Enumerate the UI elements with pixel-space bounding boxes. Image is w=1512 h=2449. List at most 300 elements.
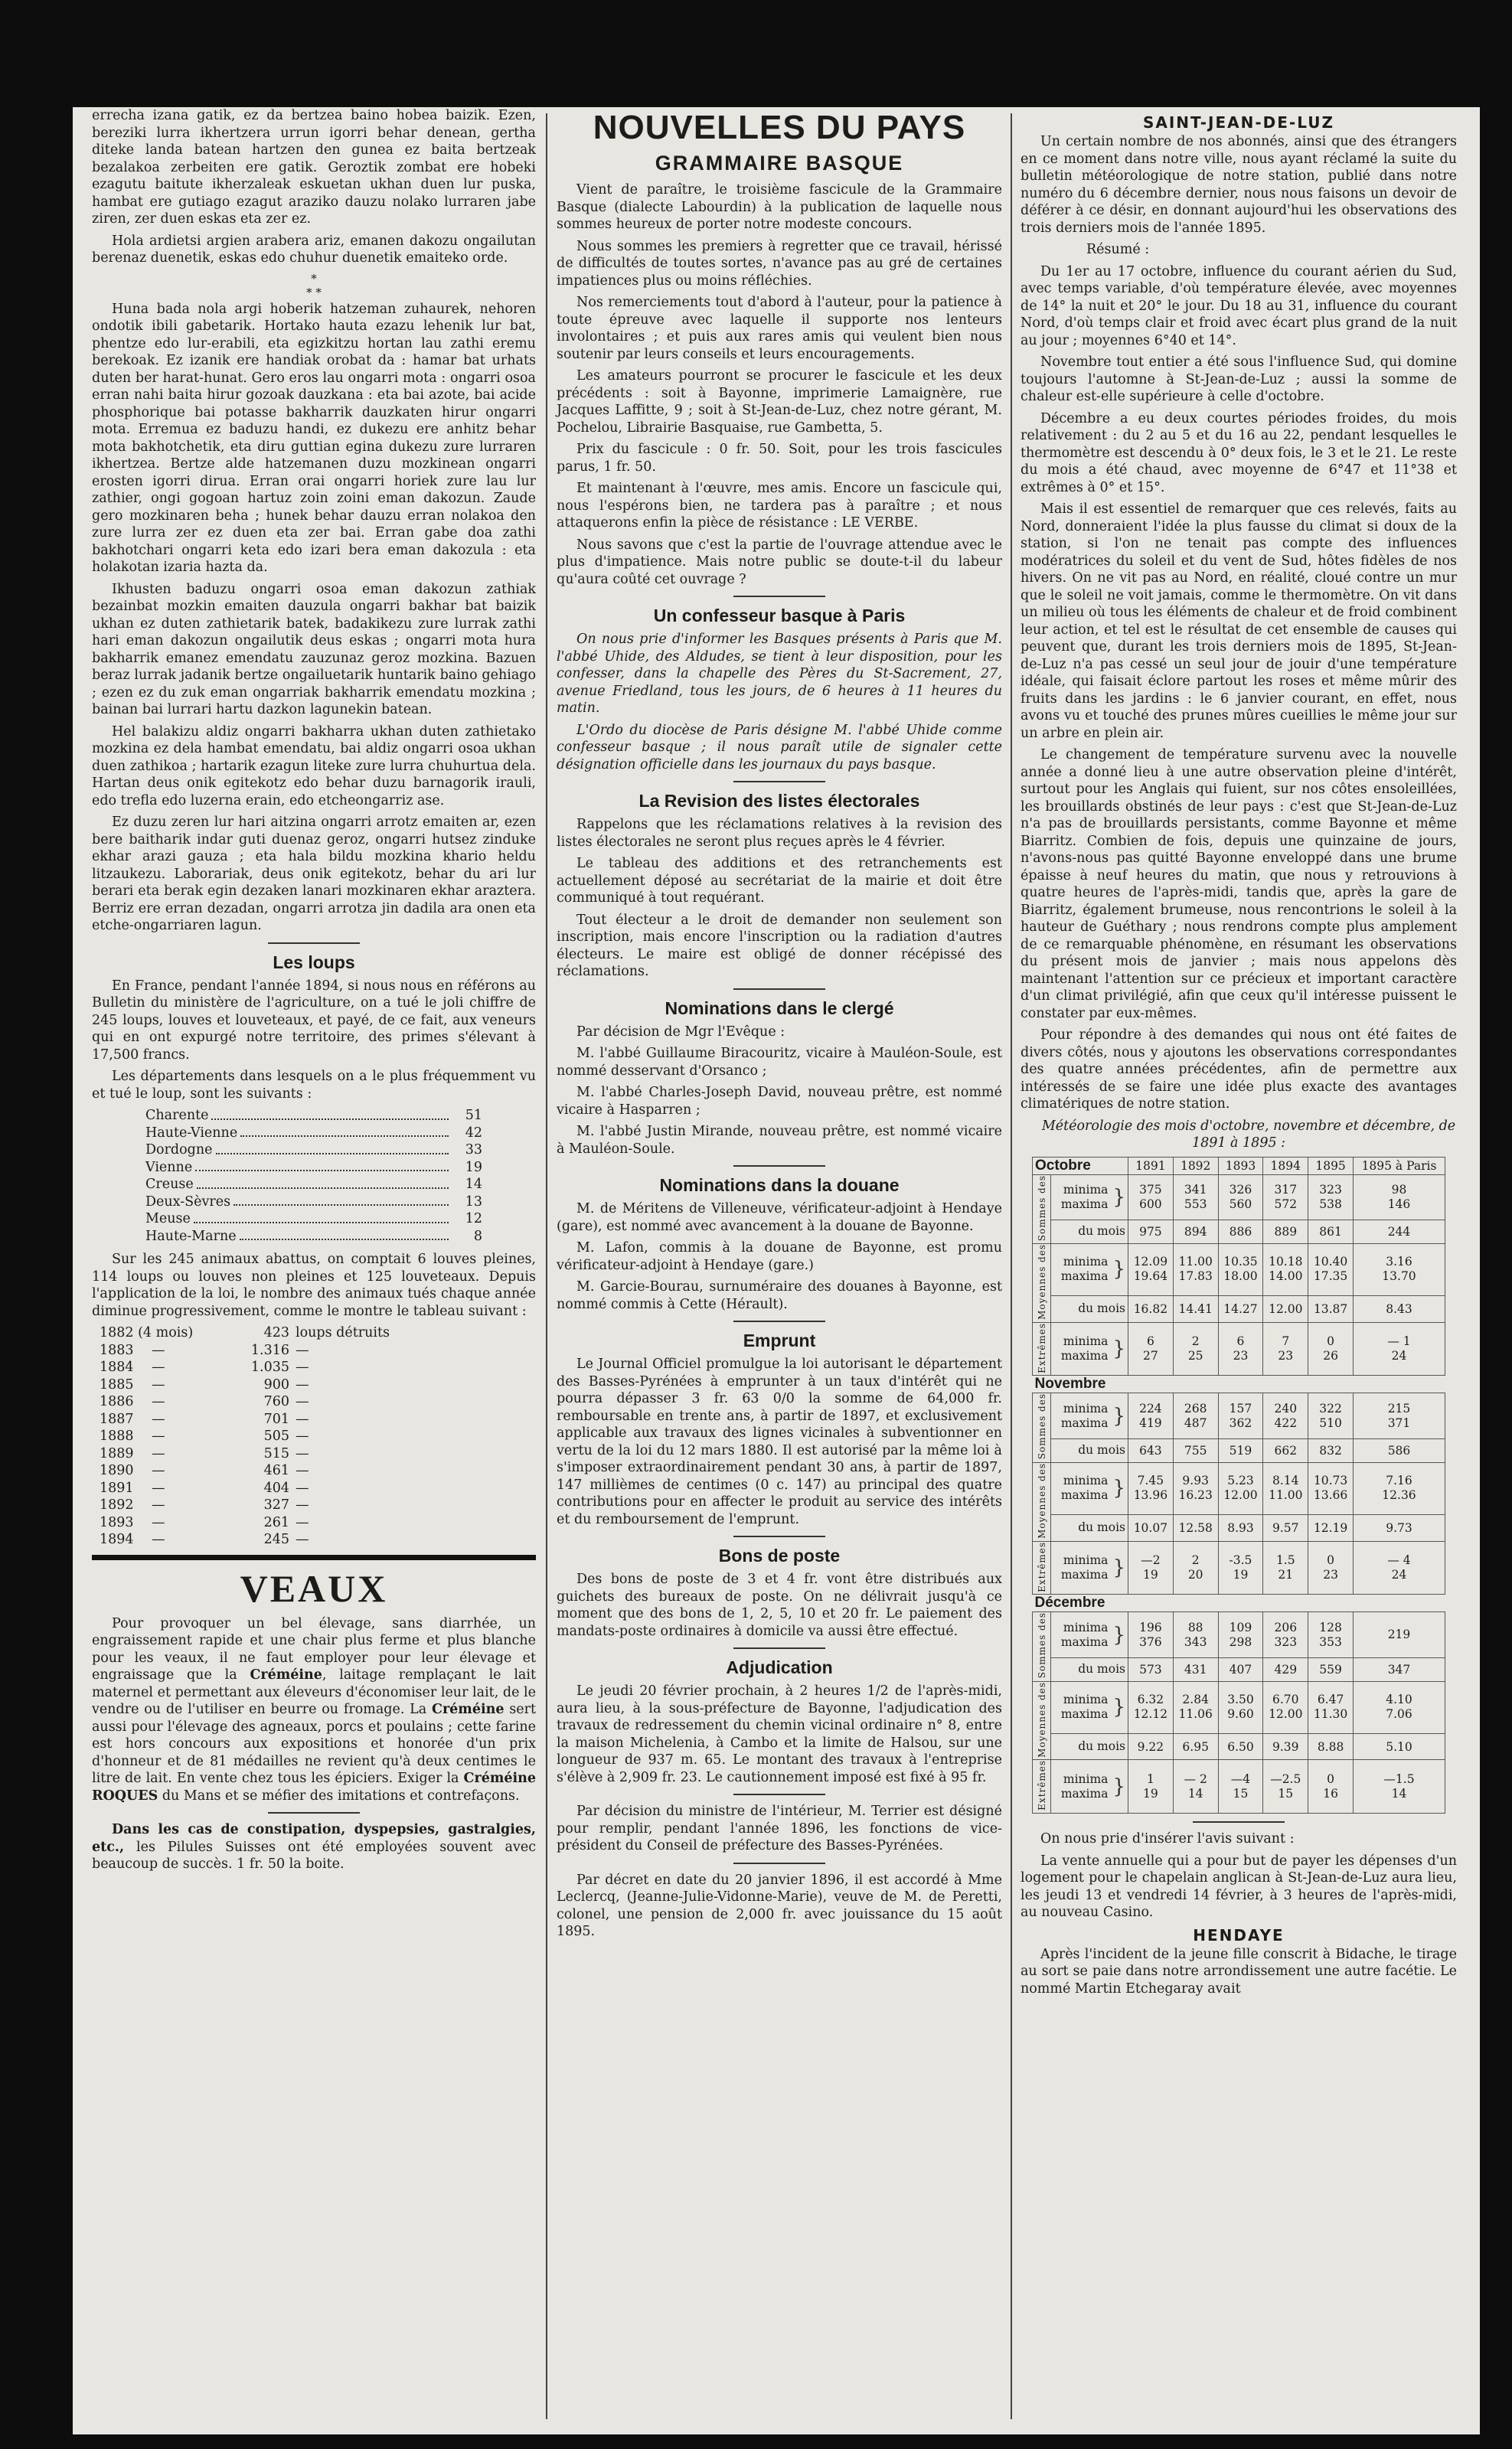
value-min: 4.10 xyxy=(1386,1693,1412,1707)
veaux-advert-text xyxy=(92,1615,536,1805)
group-label xyxy=(1033,1462,1051,1541)
value-cell xyxy=(1353,1681,1445,1733)
pilules-advert xyxy=(92,1821,536,1873)
minima-label: minima xyxy=(1063,1693,1109,1707)
value-min: 9.93 xyxy=(1182,1474,1209,1488)
departement-row xyxy=(145,1228,482,1246)
value-cell xyxy=(1128,1322,1173,1376)
value-cell: 975 xyxy=(1128,1220,1173,1244)
value-min: — 1 xyxy=(1387,1334,1411,1348)
value-min: 10.73 xyxy=(1313,1474,1348,1488)
year-cell: 1882 (4 mois) xyxy=(100,1325,194,1340)
value-cell: 9.39 xyxy=(1263,1733,1308,1760)
value-cell: 9.22 xyxy=(1128,1733,1173,1760)
value-cell: 886 xyxy=(1218,1220,1263,1244)
section-divider xyxy=(733,1794,825,1795)
value-min: 6 xyxy=(1236,1334,1245,1348)
departement-row xyxy=(145,1193,482,1211)
du-mois-label: du mois xyxy=(1051,1657,1128,1681)
value-min: 2.84 xyxy=(1182,1693,1209,1707)
value-cell xyxy=(1128,1760,1173,1814)
departement-name: Haute-Marne xyxy=(145,1228,237,1244)
article-paragraph: Le Journal Officiel promulgue la loi autorisant le département des Basses-Pyrénées à emprunter à un taux d'intérêt qui ne pourra dépasser 3 fr. 63 0/0 la somme de 64,000 fr. remboursable en trente ans, à partir de 1897, et exclusivement applicable aux travaux des lignes vicinales à subventionner en vertu de la loi du 12 mars 1880. Il est autorisé par la même loi à s'imposer extraordinairement pendant 30 ans, à partir de 1897, 147 millièmes de centimes (0 c. 147) au principal des quatre contributions pour en affecter le produit au service des intérêts et du remboursement de l'emprunt. xyxy=(557,1357,1002,1527)
loups-label-cell: — xyxy=(296,1376,309,1393)
value-cell xyxy=(1308,1322,1354,1376)
meteo-row xyxy=(1033,1760,1445,1814)
departement-count: 14 xyxy=(465,1177,482,1192)
newspaper-sheet xyxy=(73,107,1480,2434)
brace: } xyxy=(1110,1541,1128,1595)
departement-name: Creuse xyxy=(145,1177,194,1192)
minima-label: minima xyxy=(1063,1401,1109,1416)
value-max: 14 xyxy=(1187,1786,1203,1801)
value-cell xyxy=(1173,1760,1218,1814)
article-paragraph: Rappelons que les réclamations relatives à la revision des listes électorales ne seront plus reçues après le 4 février. xyxy=(557,817,1002,850)
du-mois-label: du mois xyxy=(1051,1220,1128,1244)
ditto-cell: — xyxy=(152,1497,165,1513)
loups-count-cell: 701 xyxy=(263,1411,289,1427)
minima-label: minima xyxy=(1063,1182,1109,1197)
value-cell: 12.19 xyxy=(1308,1514,1354,1541)
group-label-text: Sommes des xyxy=(1036,1612,1047,1679)
value-min: 11.00 xyxy=(1178,1255,1213,1269)
du-mois-label: du mois xyxy=(1051,1514,1128,1541)
departement-count: 19 xyxy=(465,1159,482,1175)
minima-label: minima xyxy=(1063,1474,1109,1488)
value-min: 10.18 xyxy=(1269,1255,1303,1269)
year-cell: 1894 xyxy=(100,1532,134,1547)
maxima-label: maxima xyxy=(1060,1349,1109,1363)
departement-row xyxy=(145,1141,482,1159)
value-max: 12.36 xyxy=(1382,1488,1416,1503)
article-paragraph: Et maintenant à l'œuvre, mes amis. Encore un fascicule qui, nous l'espérons bien, ne tardera pas à paraître ; et nous attaquerons enfin la pièce de résistance : LE VERBE. xyxy=(557,481,1002,531)
value-max: 24 xyxy=(1391,1349,1407,1363)
value-cell xyxy=(1173,1681,1218,1733)
year-cell: 1892 xyxy=(100,1497,134,1513)
value-min: 7.16 xyxy=(1386,1474,1412,1488)
article-paragraph: Des bons de poste de 3 et 4 fr. vont être distribués aux guichets des bureaux de poste. On ne délivrait jusqu'à ce moment que des bons de 1, 2, 5, 10 et 20 fr. Le paiement des mandats-poste ordinaires à domicile va aussi être effectué. xyxy=(557,1572,1002,1639)
value-cell xyxy=(1263,1612,1308,1658)
value-min: —2.5 xyxy=(1270,1771,1301,1786)
value-cell xyxy=(1353,1174,1445,1220)
value-cell xyxy=(1128,1612,1173,1658)
article-paragraph: Huna bada nola argi hoberik hatzeman zuhaurek, nehoren ondotik ibili gabetarik. Hortako hauta ezazu lehenik lur bat, phentze edo lur-erabili, eta egizkitzu hortan lau zathi eremu berekoak. Ez izanik ere handiak orobat da : hamar bat urhats duten ber harat-hunat. Gero eros lau ongarri mota : ongarri osoa erran nahi baita hirur gozoak dauzkana : eta bai azote, bai acide phosphorique bai potasse bakharrik dauzkaten hirur ongarri mota. Erremua ez baduzu handi, ez dukezu ere anhitz behar mota bakhotchetik, eta diru guttian egina dukezu zure lurraren ikhertzea. Bertze alde hatzemanen duzu mozkinean ongarri erosten igorri dirua. Erran orai ongarri horiek zure lau lur zathier, ongi gogoan hartuz zoin zoini eman dakozun. Zaude gero mozkinaren beha ; hunek behar dauzu erran nolakoa den zure lurra zer ez duen eta zer bai. Erran gabe doa zathi bakhotchari ongarri keta edo izari bera eman dakozula : eta holakotan izaria hazta da. xyxy=(92,301,536,575)
value-cell: 6.50 xyxy=(1218,1733,1263,1760)
value-min: 98 xyxy=(1391,1182,1407,1197)
maxima-label: maxima xyxy=(1060,1416,1109,1430)
article-paragraph: Novembre tout entier a été sous l'influence Sud, qui domine toujours l'automne à St-Jean-de-Luz ; aussi la somme de chaleur est-elle supérieure à celle d'octobre. xyxy=(1021,354,1457,404)
column-right xyxy=(1021,107,1457,2002)
value-cell: 9.73 xyxy=(1353,1514,1445,1541)
value-cell: 429 xyxy=(1263,1657,1308,1681)
value-cell xyxy=(1128,1243,1173,1295)
brace: } xyxy=(1110,1612,1128,1658)
value-cell xyxy=(1263,1681,1308,1733)
value-min: 341 xyxy=(1184,1182,1207,1197)
maxima-label: maxima xyxy=(1060,1567,1109,1582)
ditto-cell: — xyxy=(152,1360,165,1375)
departement-row xyxy=(145,1125,482,1142)
value-min: 3.50 xyxy=(1227,1693,1254,1707)
value-cell: 5.10 xyxy=(1353,1733,1445,1760)
group-label-text: Extrêmes xyxy=(1036,1541,1047,1592)
article-paragraph: Le changement de température survenu avec la nouvelle année a donné lieu à une autre observation pleine d'intérêt, surtout pour les Anglais qui fuient, sur nos côtes ensoleillées, les brouillards obstinés de leur pays : c'est que St-Jean-de-Luz n'a pas de brouillards persistants, comme Bayonne et même Biarritz. Combien de fois, depuis une quinzaine de jours, n'avons-nous pas quitté Bayonne enveloppé dans une brume épaisse à neuf heures du matin, que nous y retrouvions à quatre heures de l'après-midi, tandis que, après la gare de Biarritz, également brumeuse, nous rencontrions le soleil à la hauteur de Guéthary ; nous rendrons compte plus amplement de ce remarquable phénomène, en résumant les observations du présent mois de janvier ; mais nous appelons dès maintenant l'attention sur ce précieux et important caractère d'un climat privilégié, afin que ceux qu'il intéresse puissent le constater par eux-mêmes. xyxy=(1021,747,1457,1021)
value-min: 240 xyxy=(1274,1401,1298,1416)
departement-name: Charente xyxy=(145,1108,209,1123)
value-max: 18.00 xyxy=(1223,1269,1258,1284)
value-min: 88 xyxy=(1187,1620,1203,1634)
row-labels xyxy=(1051,1760,1111,1814)
asterism-ornament: * * * xyxy=(306,271,322,299)
value-max: 298 xyxy=(1229,1634,1252,1649)
article-paragraph: M. Lafon, commis à la douane de Bayonne, est promu vérificateur-adjoint à Hendaye (gare.) xyxy=(557,1240,1002,1273)
dot-leader xyxy=(240,1125,449,1138)
value-max: 17.35 xyxy=(1313,1269,1348,1284)
article-paragraph: Vient de paraître, le troisième fascicule de la Grammaire Basque (dialecte Labourdin) à la publication de laquelle nous sommes heureux de porter notre modeste concours. xyxy=(557,182,1002,232)
group-label xyxy=(1033,1612,1051,1681)
article-paragraph: Du 1er au 17 octobre, influence du courant aérien du Sud, avec temps variable, d'où température élevée, avec moyennes de 14° la nuit et 20° le jour. Du 18 au 31, influence du courant Nord, d'où temps clair et froid avec écart plus grand de la nuit au jour ; moyennes 6°40 et 14°. xyxy=(1021,263,1457,348)
value-cell xyxy=(1218,1243,1263,1295)
value-cell xyxy=(1218,1174,1263,1220)
brand-name: Créméine ROQUES xyxy=(92,1771,536,1804)
value-cell: 573 xyxy=(1128,1657,1173,1681)
value-cell xyxy=(1218,1393,1263,1439)
departement-count: 33 xyxy=(465,1142,482,1158)
meteo-header-row xyxy=(1033,1157,1445,1174)
year-cell: 1884 xyxy=(100,1360,134,1375)
value-cell xyxy=(1128,1681,1173,1733)
loups-count-cell: 1.035 xyxy=(250,1360,289,1375)
value-cell: 8.93 xyxy=(1218,1514,1263,1541)
loups-year-row xyxy=(100,1393,536,1411)
article-paragraph: M. de Méritens de Villeneuve, vérificateur-adjoint à Hendaye (gare), est nommé avec avancement à la douane de Bayonne. xyxy=(557,1201,1002,1234)
value-min: 2 xyxy=(1191,1553,1200,1567)
loups-label-cell: — xyxy=(296,1360,309,1375)
hendaye-heading: HENDAYE xyxy=(1193,1925,1285,1945)
meteo-row xyxy=(1033,1322,1445,1376)
value-cell: 16.82 xyxy=(1128,1295,1173,1322)
loups-count-cell: 1.316 xyxy=(250,1342,289,1358)
section-divider xyxy=(1193,1821,1285,1823)
value-cell xyxy=(1263,1393,1308,1439)
row-labels xyxy=(1051,1612,1111,1658)
value-cell xyxy=(1173,1174,1218,1220)
minima-label: minima xyxy=(1063,1620,1109,1634)
value-min: 5.23 xyxy=(1227,1474,1254,1488)
value-max: 26 xyxy=(1323,1349,1338,1363)
bons-heading: Bons de poste xyxy=(718,1546,841,1566)
value-max: 419 xyxy=(1139,1416,1162,1430)
loups-year-row xyxy=(100,1428,536,1445)
year-cell: 1890 xyxy=(100,1463,134,1478)
article-paragraph: Hola ardietsi argien arabera ariz, emanen dakozu ongailutan berenaz duenetik, eskas edo chuhur duenetik emaiteko orde. xyxy=(92,233,536,266)
minima-label: minima xyxy=(1063,1553,1109,1567)
meteo-row xyxy=(1033,1462,1445,1514)
advert-text: du Mans et se méfier des imitations et contrefaçons. xyxy=(158,1788,520,1804)
loups-year-row xyxy=(100,1480,536,1497)
value-max: 13.66 xyxy=(1313,1488,1348,1503)
brace: } xyxy=(1110,1322,1128,1376)
value-max: 19 xyxy=(1143,1567,1158,1582)
loups-paragraph: Les départements dans lesquels on a le plus fréquemment vu et tué le loup, sont les suivants : xyxy=(92,1069,536,1102)
group-label-text: Moyennes des xyxy=(1036,1462,1047,1539)
value-cell: 244 xyxy=(1353,1220,1445,1244)
departement-count: 12 xyxy=(465,1211,482,1226)
month-label: Octobre xyxy=(1033,1157,1128,1174)
value-max: 560 xyxy=(1229,1197,1252,1211)
value-cell xyxy=(1173,1612,1218,1658)
year-header: 1893 xyxy=(1218,1157,1263,1174)
section-divider xyxy=(733,596,825,597)
value-max: 9.60 xyxy=(1227,1707,1254,1722)
row-labels xyxy=(1051,1322,1111,1376)
section-divider xyxy=(733,1647,825,1649)
value-min: 0 xyxy=(1327,1334,1334,1348)
group-label xyxy=(1033,1322,1051,1376)
value-max: 24 xyxy=(1391,1567,1407,1582)
clerge-heading: Nominations dans le clergé xyxy=(665,998,894,1018)
value-min: 1 xyxy=(1146,1771,1154,1786)
value-min: 206 xyxy=(1274,1620,1298,1634)
meteo-row xyxy=(1033,1657,1445,1681)
group-label-text: Moyennes des xyxy=(1036,1681,1047,1758)
value-max: 14.00 xyxy=(1269,1269,1303,1284)
brand-name: Créméine xyxy=(432,1702,505,1717)
value-cell xyxy=(1308,1462,1354,1514)
loups-label-cell: — xyxy=(296,1497,309,1513)
loups-year-row xyxy=(100,1462,536,1480)
value-cell: 755 xyxy=(1173,1439,1218,1463)
article-paragraph: Nos remerciements tout d'abord à l'auteur, pour la patience à toute épreuve avec laquelle il supporte nos lenteurs involontaires ; et puis aux rares amis qui veulent bien nous soutenir par leurs conseils et leurs encouragements. xyxy=(557,295,1002,362)
value-max: 422 xyxy=(1274,1416,1298,1430)
value-cell xyxy=(1353,1243,1445,1295)
brace: } xyxy=(1110,1760,1128,1814)
loups-count-cell: 900 xyxy=(263,1376,289,1393)
loups-label-cell: — xyxy=(296,1514,309,1530)
value-cell xyxy=(1353,1322,1445,1376)
section-divider xyxy=(733,781,825,782)
loups-label-cell: — xyxy=(296,1532,309,1547)
advert-rule xyxy=(92,1555,536,1560)
value-max: 12.00 xyxy=(1223,1488,1258,1503)
year-header: 1895 xyxy=(1308,1157,1354,1174)
departements-list xyxy=(145,1107,482,1245)
year-cell: 1885 xyxy=(100,1376,134,1393)
ditto-cell: — xyxy=(152,1463,165,1478)
section-divider xyxy=(268,1812,360,1814)
group-label-text: Moyennes des xyxy=(1036,1243,1047,1320)
value-max: 23 xyxy=(1323,1567,1338,1582)
departement-name: Haute-Vienne xyxy=(145,1125,238,1141)
loups-count-cell: 327 xyxy=(263,1497,289,1513)
article-paragraph: La vente annuelle qui a pour but de payer les dépenses d'un logement pour le chapelain anglican à St-Jean-de-Luz aura lieu, les jeudi 13 et vendredi 14 février, à 3 heures de l'après-midi, au nouveau Casino. xyxy=(1021,1853,1457,1921)
month-label: Novembre xyxy=(1034,1376,1106,1393)
value-max: 12.12 xyxy=(1133,1707,1168,1722)
value-min: 157 xyxy=(1229,1401,1252,1416)
departement-row xyxy=(145,1210,482,1228)
departement-count: 42 xyxy=(465,1125,482,1141)
value-max: 27 xyxy=(1143,1349,1158,1363)
loups-year-row xyxy=(100,1342,536,1360)
value-min: 0 xyxy=(1327,1771,1334,1786)
loups-count-cell: 515 xyxy=(263,1445,289,1461)
year-cell: 1888 xyxy=(100,1429,134,1444)
value-max: 362 xyxy=(1229,1416,1252,1430)
value-cell xyxy=(1308,1174,1354,1220)
year-cell: 1887 xyxy=(100,1411,134,1427)
column-rule xyxy=(1011,113,1012,2419)
brand-name: Créméine xyxy=(250,1667,322,1683)
article-paragraph: On nous prie d'insérer l'avis suivant : xyxy=(1040,1831,1295,1847)
loups-count-cell: 461 xyxy=(263,1463,289,1478)
departement-count: 51 xyxy=(465,1108,482,1123)
row-labels xyxy=(1051,1462,1111,1514)
value-max: 21 xyxy=(1278,1567,1294,1582)
article-paragraph: errecha izana gatik, ez da bertzea baino hobea baizik. Ezen, bereziki lurra ikhertzera urrun igorri behar denean, gertha diteke landa batean hartzen den gunea ez baita bertzeak bezalakoa zerbeiten ere gatik. Geroztik zombat ere hobeki ezagutu baitute ikherzaleak eskuetan ukhan duen lur puska, hambat ere gutiago ezagut araziko dauzu nolako lurraren jabe ziren, zer duen eskas eta zer ez. xyxy=(92,108,536,227)
value-min: -3.5 xyxy=(1229,1553,1252,1567)
value-cell xyxy=(1308,1393,1354,1439)
value-cell xyxy=(1173,1243,1218,1295)
brace: } xyxy=(1110,1462,1128,1514)
value-min: —2 xyxy=(1141,1553,1161,1567)
loups-count-cell: 423 xyxy=(263,1325,289,1340)
year-header: 1891 xyxy=(1128,1157,1173,1174)
departement-name: Dordogne xyxy=(145,1142,213,1158)
value-cell xyxy=(1218,1681,1263,1733)
loups-year-row xyxy=(100,1497,536,1514)
value-cell: 586 xyxy=(1353,1439,1445,1463)
dot-leader xyxy=(197,1176,449,1189)
brace: } xyxy=(1110,1174,1128,1220)
group-label-text: Extrêmes xyxy=(1036,1760,1047,1811)
article-paragraph: Ikhusten baduzu ongarri osoa eman dakozun zathiak bezainbat mozkin emaiten dauzula ongarri bakhar bat baizik ukhan ez duten zathietarik batek, badakikezu zure lurrak zathi hari eman dakozun ongailutik deus eskas ; ongarri mota hura bakharrik emanez emendatu zauzunaz geroz mozkina. Bazuen beraz lurrak jadanik bertze ongailuetarik huntarik baino gehiago ; ezen ez du zuk eman ongarriak bakharrik emendatu mozkina ; bainan bai lurrari hartu dazkon lagunekin batean. xyxy=(92,581,536,717)
value-max: 353 xyxy=(1319,1634,1342,1649)
column-middle xyxy=(557,107,1002,1945)
value-cell xyxy=(1308,1243,1354,1295)
meteo-row xyxy=(1033,1733,1445,1760)
article-paragraph: M. l'abbé Charles-Joseph David, nouveau prêtre, est nommé vicaire à Hasparren ; xyxy=(557,1085,1002,1118)
meteo-row xyxy=(1033,1439,1445,1463)
value-cell xyxy=(1308,1612,1354,1658)
value-max: 15 xyxy=(1278,1786,1294,1801)
value-max: 11.00 xyxy=(1269,1488,1303,1503)
group-label-text: Sommes des xyxy=(1036,1174,1047,1241)
value-min: 215 xyxy=(1387,1401,1411,1416)
loups-paragraph: Sur les 245 animaux abattus, on comptait 6 louves pleines, 114 loups ou louves non pleines et 125 louveteaux. Depuis l'application de la loi, le nombre des animaux tués chaque année diminue progressivement, comme le montre le tableau suivant : xyxy=(92,1252,536,1319)
value-cell xyxy=(1353,1462,1445,1514)
group-label xyxy=(1033,1681,1051,1760)
row-labels xyxy=(1051,1681,1111,1733)
loups-year-row xyxy=(100,1324,536,1342)
value-min: 6.47 xyxy=(1317,1693,1344,1707)
value-cell xyxy=(1353,1541,1445,1595)
value-min: 2 xyxy=(1191,1334,1200,1348)
loups-count-cell: 760 xyxy=(263,1394,289,1409)
meteo-row xyxy=(1033,1514,1445,1541)
value-min: 268 xyxy=(1184,1401,1207,1416)
value-cell: 9.57 xyxy=(1263,1514,1308,1541)
article-paragraph: Hel balakizu aldiz ongarri bakharra ukhan duten zathietako mozkina ez dela hambat emendatu, bai aldiz ongarri osoa ukhan duen zathikoa ; hartarik ezagun liteke zure lurra chuhurtua dela. Hartan deus onik egitekotz edo behar duzu barnagorik irauli, edo trefla edo luzerna erain, edo etcheongarriz ase. xyxy=(92,723,536,808)
loups-label-cell: — xyxy=(296,1445,309,1461)
value-cell: 12.58 xyxy=(1173,1514,1218,1541)
value-min: —4 xyxy=(1230,1771,1251,1786)
departement-count: 13 xyxy=(465,1193,482,1210)
value-cell xyxy=(1263,1243,1308,1295)
value-cell xyxy=(1353,1760,1445,1814)
dot-leader xyxy=(233,1193,449,1207)
value-max: 376 xyxy=(1139,1634,1162,1649)
confesseur-heading: Un confesseur basque à Paris xyxy=(653,606,906,625)
loups-year-row xyxy=(100,1531,536,1549)
maxima-label: maxima xyxy=(1060,1269,1109,1284)
article-paragraph: Tout électeur a le droit de demander non seulement son inscription, mais encore l'inscription ou la radiation d'autres électeurs. Le maire est obligé de donner récépissé des réclamations. xyxy=(557,912,1002,979)
maxima-label: maxima xyxy=(1060,1488,1109,1503)
article-paragraph: Le jeudi 20 février prochain, à 2 heures 1/2 de l'après-midi, aura lieu, à la sous-préfecture de Bayonne, l'adjudication des travaux de redressement du chemin vicinal ordinaire n° 8, entre la maison Michelenia, à Cambo et la limite de Halsou, sur une longueur de 937 m. 65. Le montant des travaux à l'entreprise s'élève à 2,909 fr. 23. Le cautionnement imposé est fixé à 95 fr. xyxy=(557,1683,1002,1785)
value-min: 317 xyxy=(1274,1182,1298,1197)
value-max: 23 xyxy=(1278,1349,1294,1363)
value-min: — 4 xyxy=(1387,1553,1411,1567)
meteo-row xyxy=(1033,1612,1445,1658)
value-max: 11.30 xyxy=(1313,1707,1348,1722)
year-header: 1895 à Paris xyxy=(1353,1157,1445,1174)
value-max: 146 xyxy=(1387,1197,1411,1211)
loups-year-row xyxy=(100,1514,536,1532)
meteo-row xyxy=(1033,1393,1445,1439)
stjean-heading: SAINT-JEAN-DE-LUZ xyxy=(1142,113,1335,132)
section-divider xyxy=(733,1863,825,1864)
value-cell: 12.00 xyxy=(1263,1295,1308,1322)
basque-article xyxy=(92,107,536,935)
meteo-row xyxy=(1033,1220,1445,1244)
article-paragraph: Pour répondre à des demandes qui nous ont été faites de divers côtés, nous y ajoutons les observations correspondantes des quatre années précédentes, afin de permettre aux intéressés de se faire une idée plus exacte des avantages climatériques de notre station. xyxy=(1021,1027,1457,1112)
revision-heading: La Revision des listes électorales xyxy=(638,791,920,811)
value-cell xyxy=(1218,1612,1263,1658)
du-mois-label: du mois xyxy=(1051,1295,1128,1322)
article-paragraph: M. l'abbé Justin Mirande, nouveau prêtre, est nommé vicaire à Mauléon-Soule. xyxy=(557,1124,1002,1157)
departement-row xyxy=(145,1107,482,1125)
value-cell xyxy=(1173,1322,1218,1376)
value-min: 10.40 xyxy=(1313,1255,1348,1269)
value-max: 19.64 xyxy=(1133,1269,1168,1284)
loups-heading: Les loups xyxy=(273,952,355,972)
value-min: 323 xyxy=(1319,1182,1342,1197)
value-min: 326 xyxy=(1229,1182,1252,1197)
meteo-row xyxy=(1033,1295,1445,1322)
year-header: 1894 xyxy=(1263,1157,1308,1174)
value-cell: 8.88 xyxy=(1308,1733,1354,1760)
value-cell xyxy=(1353,1393,1445,1439)
article-paragraph: Les amateurs pourront se procurer le fascicule et les deux précédents : soit à Bayonne, imprimerie Lamaignère, rue Jacques Laffitte, 9 ; soit à St-Jean-de-Luz, chez notre gérant, M. Pochelou, Librairie Basquaise, rue Gambetta, 5. xyxy=(557,368,1002,436)
value-cell: 347 xyxy=(1353,1657,1445,1681)
value-min: 322 xyxy=(1319,1401,1342,1416)
value-max: 7.06 xyxy=(1386,1707,1412,1722)
article-paragraph: Nous savons que c'est la partie de l'ouvrage attendue avec le plus d'impatience. Mais notre public se doute-t-il du labeur qu'aura coûté cet ouvrage ? xyxy=(557,537,1002,587)
minima-label: minima xyxy=(1063,1771,1109,1786)
value-cell: 6.95 xyxy=(1173,1733,1218,1760)
value-cell: 643 xyxy=(1128,1439,1173,1463)
value-cell xyxy=(1218,1322,1263,1376)
veaux-advert-title: VEAUX xyxy=(240,1566,388,1610)
adjudication-heading: Adjudication xyxy=(726,1657,833,1677)
grammaire-heading: GRAMMAIRE BASQUE xyxy=(655,152,904,175)
article-paragraph: Par décret en date du 20 janvier 1896, il est accordé à Mme Leclercq, (Jeanne-Julie-Vidonne-Marie), veuve de M. de Peretti, colonel, une pension de 2,000 fr. avec jouissance du 15 août 1895. xyxy=(557,1872,1002,1939)
dot-leader xyxy=(195,1159,449,1172)
advert-text: , laitage remplaçant le lait maternel et permettant aux éleveurs d'économiser leur lait, de le vendre ou de l'utiliser en beurre ou fromage. La xyxy=(92,1667,536,1717)
emprunt-heading: Emprunt xyxy=(743,1331,816,1350)
ditto-cell: — xyxy=(152,1429,165,1444)
value-min: 10.35 xyxy=(1223,1255,1258,1269)
loups-label-cell: — xyxy=(296,1480,309,1496)
